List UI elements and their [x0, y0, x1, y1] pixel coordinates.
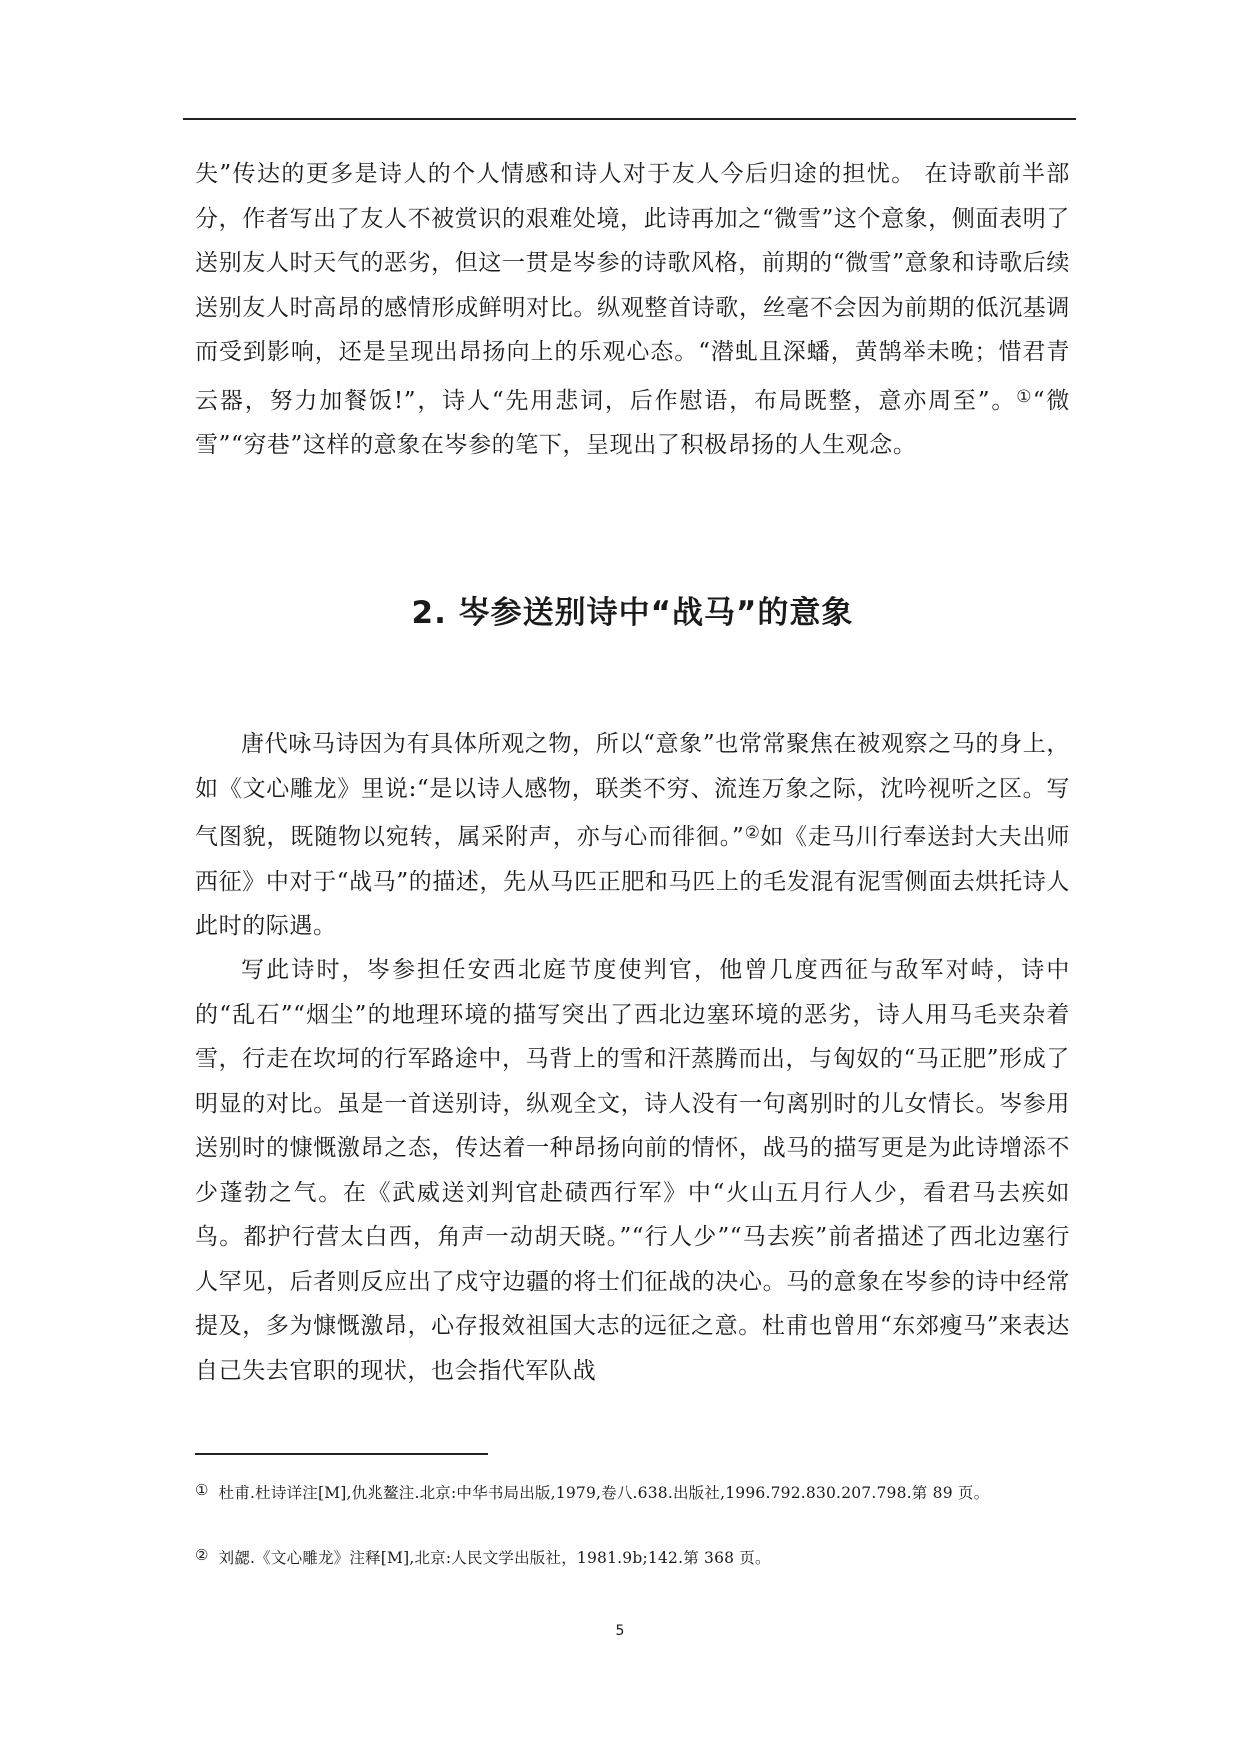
footnote-ref-1[interactable]: ① — [1016, 386, 1033, 407]
paragraph-1-text: 失”传达的更多是诗人的个人情感和诗人对于友人今后归途的担忧。 在诗歌前半部分，作者写出了友人不被赏识的艰难处境，此诗再加之“微雪”这个意象，侧面表明了送别友人时天气的恶劣，但这一贯是岑参的诗歌风格，前期的“微雪”意象和诗歌后续送别友人时高昂的感情形成鲜明对比。纵观整首诗歌，丝毫不会因为前期的低沉基调而受到影响，还是呈现出昂扬向上的乐观心态。“潜虬且深蟠，黄鹄举未晚；惜君青云器，努力加餐饭!”，诗人“先用悲词，后作慰语，布局既整，意亦周至”。 — [195, 161, 1070, 414]
paragraph-2 — [195, 722, 1070, 949]
paragraph-2-text-cont: 如《走马川行奉送封大夫出师西征》中对于“战马”的描述，先从马匹正肥和马匹上的毛发混有泥雪侧面去烘托诗人此时的际遇。 — [195, 824, 1070, 939]
footnote-1-mark: ① — [195, 1481, 209, 1499]
header-rule — [183, 118, 1076, 120]
footnote-divider — [195, 1453, 488, 1455]
footnote-2 — [195, 1542, 1070, 1571]
paragraph-2-text: 唐代咏马诗因为有具体所观之物，所以“意象”也常常聚焦在被观察之马的身上，如《文心雕龙》里说:“是以诗人感物，联类不穷、流连万象之际，沈吟视听之区。写气图貌，既随物以宛转，属采附声，亦与心而徘徊。” — [195, 731, 1070, 850]
footnote-1-text: 杜甫.杜诗详注[M],仇兆鳌注.北京:中华书局出版,1979,卷八.638.出版社,1996.792.830.207.798.第 89 页。 — [218, 1484, 990, 1502]
footnote-1 — [195, 1477, 1070, 1506]
paragraph-1-text-cont: “微雪”“穷巷”这样的意象在岑参的笔下，呈现出了积极昂扬的人生观念。 — [195, 387, 1070, 458]
section-heading: 2. 岑参送别诗中“战马”的意象 — [411, 595, 854, 631]
footnote-ref-2[interactable]: ② — [744, 823, 761, 843]
footnote-2-mark: ② — [195, 1546, 209, 1564]
page-number: 5 — [615, 1623, 625, 1639]
footnote-2-text: 刘勰.《文心雕龙》注释[M],北京:人民文学出版社，1981.9b;142.第 368 页。 — [218, 1549, 771, 1567]
paragraph-3: 写此诗时，岑参担任安西北庭节度使判官，他曾几度西征与敌军对峙，诗中的“乱石”“烟尘”的地理环境的描写突出了西北边塞环境的恶劣，诗人用马毛夹杂着雪，行走在坎坷的行军路途中，马背上的雪和汗蒸腾而出，与匈奴的“马正肥”形成了明显的对比。虽是一首送别诗，纵观全文，诗人没有一句离别时的儿女情长。岑参用送别时的慷慨激昂之态，传达着一种昂扬向前的情怀，战马的描写更是为此诗增添不少蓬勃之气。在《武威送刘判官赴碛西行军》中“火山五月行人少，看君马去疾如鸟。都护行营太白西，角声一动胡天晓。”“行人少”“马去疾”前者描述了西北边塞行人罕见，后者则反应出了戍守边疆的将士们征战的决心。马的意象在岑参的诗中经常提及，多为慷慨激昂，心存报效祖国大志的远征之意。杜甫也曾用“东郊瘦马”来表达自己失去官职的现状，也会指代军队战 — [195, 957, 1070, 1384]
paragraph-1 — [195, 152, 1070, 468]
